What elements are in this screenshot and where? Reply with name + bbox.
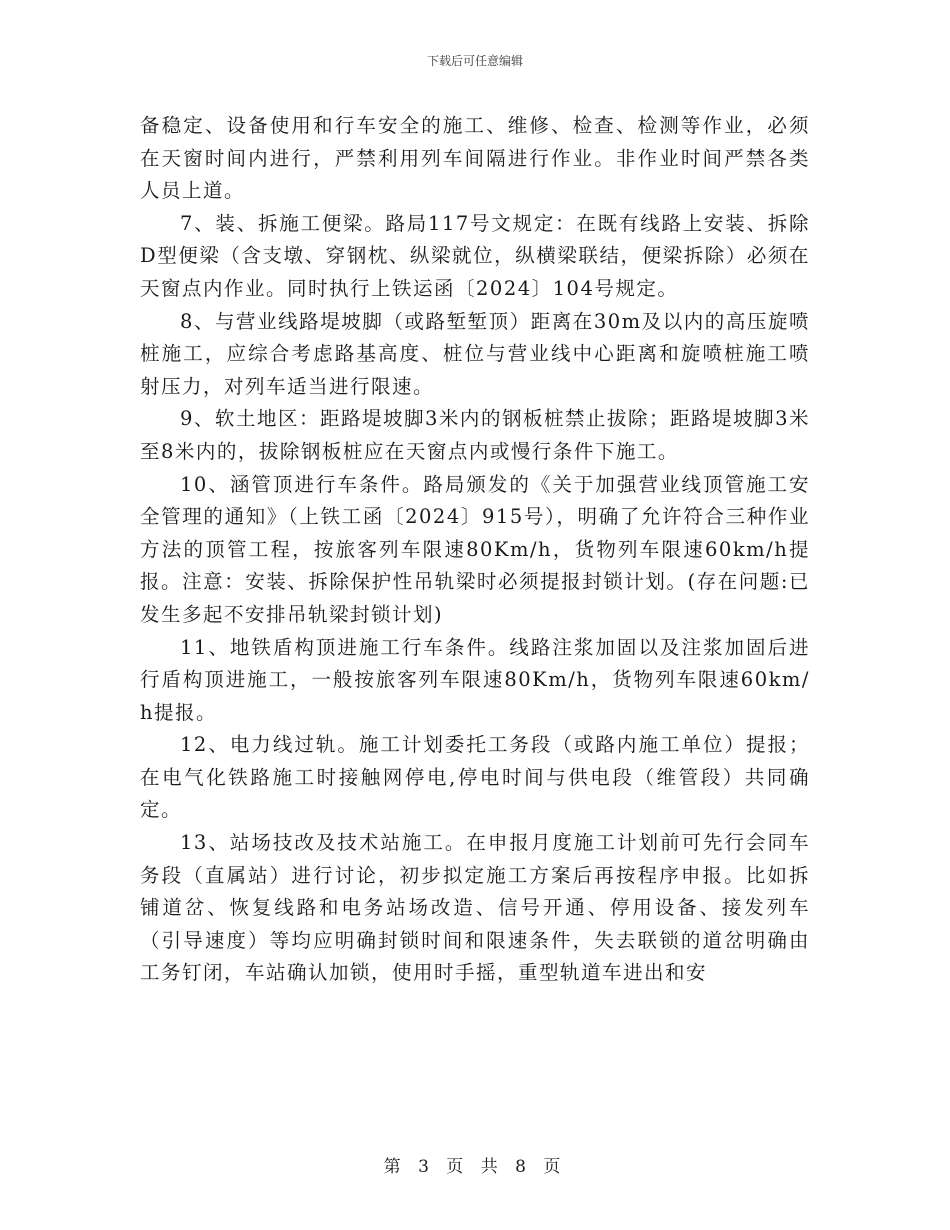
page-header: 下载后可任意编辑 bbox=[426, 54, 523, 68]
paragraph-item-12: 12、电力线过轨。施工计划委托工务段（或路内施工单位）提报；在电气化铁路施工时接触网停电,停电时间与供电段（维管段）共同确定。 bbox=[140, 733, 810, 822]
paragraph-item-11: 11、地铁盾构顶进施工行车条件。线路注浆加固以及注浆加固后进行盾构顶进施工，一般按旅客列车限速80Km/h，货物列车限速60km/h提报。 bbox=[140, 635, 810, 724]
paragraph-item-8: 8、与营业线路堤坡脚（或路堑堑顶）距离在30m及以内的高压旋喷桩施工，应综合考虑路基高度、桩位与营业线中心距离和旋喷桩施工喷射压力，对列车适当进行限速。 bbox=[140, 309, 810, 398]
page-footer: 第 3 页 共 8 页 bbox=[383, 1157, 567, 1177]
paragraph-item-9: 9、软土地区：距路堤坡脚3米内的钢板桩禁止拔除；距路堤坡脚3米至8米内的，拔除钢板桩应在天窗点内或慢行条件下施工。 bbox=[140, 407, 810, 463]
paragraph-continued: 备稳定、设备使用和行车安全的施工、维修、检查、检测等作业，必须在天窗时间内进行，严禁利用列车间隔进行作业。非作业时间严禁各类人员上道。 bbox=[140, 114, 810, 203]
document-body bbox=[140, 110, 810, 990]
paragraph-item-7: 7、装、拆施工便梁。路局117号文规定：在既有线路上安装、拆除D型便梁（含支墩、穿钢枕、纵梁就位，纵横梁联结，便梁拆除）必须在天窗点内作业。同时执行上铁运函〔2024〕104号规定。 bbox=[140, 211, 810, 300]
paragraph-item-13: 13、站场技改及技术站施工。在申报月度施工计划前可先行会同车务段（直属站）进行讨论，初步拟定施工方案后再按程序申报。比如拆铺道岔、恢复线路和电务站场改造、信号开通、停用设备、接发列车（引导速度）等均应明确封锁时间和限速条件，失去联锁的道岔明确由工务钉闭，车站确认加锁，使用时手摇，重型轨道车进出和安 bbox=[140, 831, 810, 985]
paragraph-item-10: 10、涵管顶进行车条件。路局颁发的《关于加强营业线顶管施工安全管理的通知》（上铁工函〔2024〕915号），明确了允许符合三种作业方法的顶管工程，按旅客列车限速80Km/h，货物列车限速60km/h提报。注意：安装、拆除保护性吊轨梁时必须提报封锁计划。(存在问题:已发生多起不安排吊轨梁封锁计划) bbox=[140, 472, 810, 626]
